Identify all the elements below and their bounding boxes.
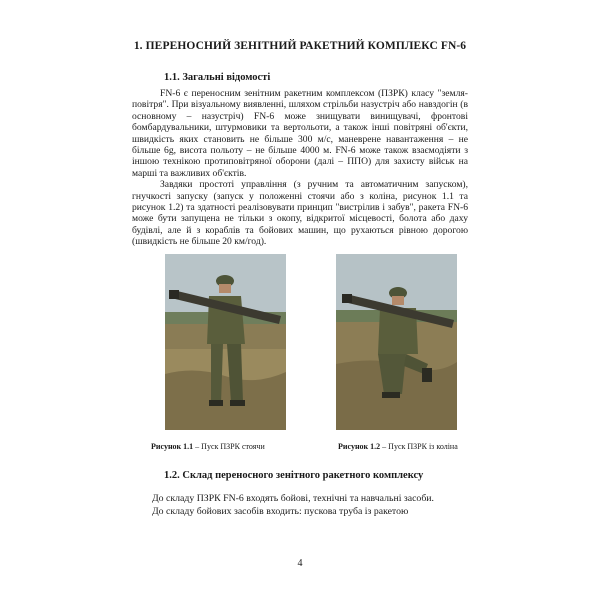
paragraph: До складу ПЗРК FN-6 входять бойові, технічні та навчальні засоби. — [152, 493, 435, 504]
section-title: 1.1. Загальні відомості — [164, 72, 271, 83]
figure-text: – Пуск ПЗРК стоячи — [193, 442, 265, 451]
paragraph: Завдяки простоті управління (з ручним та автоматичним запуском), гнучкості запуску (запуск у положенні стоячи або з коліна, рисунок 1.1 та рисунок 1.2) та здатності реалізовувати принцип "вистрілив і забув", ракета FN-6 може бути запущена не тільки з окопу, відкритої місцевості, болота або даху будівлі, але й з кораблів та бойових машин, що рухаються рівною дорогою (швидкість не більше 20 км/год). — [132, 179, 468, 248]
page-number: 4 — [297, 558, 303, 569]
section-body — [132, 88, 468, 248]
figure-caption — [151, 442, 265, 451]
paragraph: FN-6 є переносним зенітним ракетним комплексом (ПЗРК) класу "земля-повітря". При візуальному виявленні, шляхом стрільби назустріч або навздогін (в основному – назустріч) FN-6 може знищувати винищувачі, фронтові бомбардувальники, штурмовики та вертольоти, а також інші повітряні об'єкти, швидкість яких становить не більше 300 м/с, маневрене навантаження – не більше 6g, висота польоту – не більше 4000 м. FN-6 може також взаємодіяти з іншою технікою протиповітряної оборони (далі – ППО) для захисту військ на марші та важливих об'єктів. — [132, 88, 468, 179]
figure-caption — [338, 442, 458, 451]
figure-label: Рисунок 1.1 — [151, 442, 194, 451]
figure-text: – Пуск ПЗРК із коліна — [380, 442, 458, 451]
chapter-heading: 1. ПЕРЕНОСНИЙ ЗЕНІТНИЙ РАКЕТНИЙ КОМПЛЕКС FN-6 — [133, 40, 467, 52]
section-title: 1.2. Склад переносного зенітного ракетного комплексу — [164, 470, 424, 481]
section-body — [152, 492, 482, 518]
figure-label: Рисунок 1.2 — [338, 442, 381, 451]
photo-standing-launch — [165, 254, 286, 430]
photo-kneeling-launch — [336, 254, 457, 430]
paragraph: До складу бойових засобів входить: пускова труба із ракетою — [152, 506, 409, 517]
